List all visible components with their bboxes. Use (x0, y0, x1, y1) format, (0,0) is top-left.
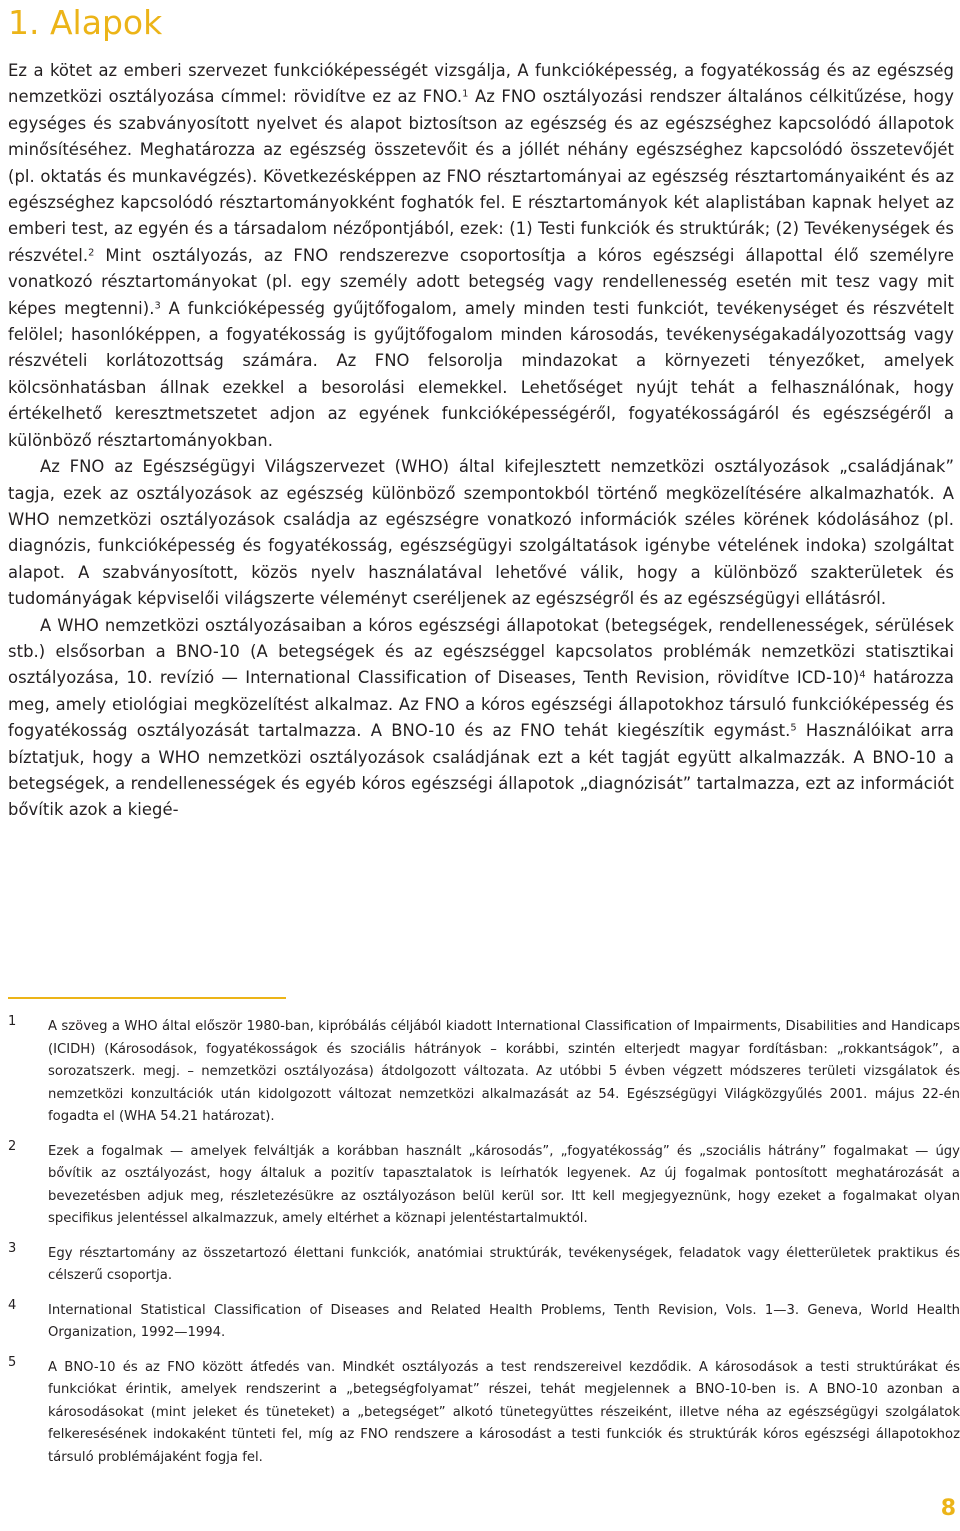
footnote-number: 3 (8, 1240, 17, 1256)
footnote-ref-4[interactable]: 4 (859, 669, 866, 681)
body-text (8, 58, 954, 824)
footnote-divider (8, 997, 286, 999)
footnote-number: 5 (8, 1354, 17, 1370)
paragraph-1 (8, 58, 954, 454)
footnote-ref-3[interactable]: 3 (154, 300, 161, 312)
paragraph-1-part-a: Ez a kötet az emberi szervezet funkcióképességét vizsgálja, A funkcióképesség, a fogyatékosság és az egészség nemzetközi osztályozása címmel: rövidítve ez az FNO. (8, 61, 954, 107)
paragraph-3-part-a: A WHO nemzetközi osztályozásaiban a kóros egészségi állapotokat (betegségek, rendellenességek, sérülések stb.) elsősorban a BNO-10 (A betegségek és az egészséggel kapcsolatos problémák nemzetközi statisztikai osztályozása, 10. revízió — International Classification of Diseases, Tenth Revision, rövidítve ICD-10) (8, 615, 954, 688)
paragraph-2: Az FNO az Egészségügyi Világszervezet (WHO) által kifejlesztett nemzetközi osztályozások „családjának” tagja, ezek az osztályozások az egészség különböző szempontokból történő megközelítésére alkalmazhatók. A WHO nemzetközi osztályozások családja az egészségre vonatkozó információk széles körének kódolásához (pl. diagnózis, funkcióképesség és fogyatékosság, egészségügyi szolgáltatások igénybe vételének indoka) szolgáltat alapot. A szabványosított, közös nyelv használatával lehetővé válik, hogy a különböző szakterületek és tudományágak képviselői világszerte véleményt cseréljenek az egészségről és az egészségügyi ellátásról. (8, 457, 954, 609)
footnote-text: A BNO-10 és az FNO között átfedés van. Mindkét osztályozás a test rendszereivel kezdődik. A károsodások a testi struktúrákat és funkciókat érintik, amelyek rendszerint a „betegségfolyamat” részei, tehát megjelennek a BNO-10-ben is. A BNO-10 azonban a károsodásokat (mint jeleket és tüneteket) a „betegséget” alkotó tünetegyüttes részeiként, illetve néha az egészségügyi szolgálatok felkeresésének indokaként tünteti fel, míg az FNO rendszere a károsodást a testi funkciók és struktúrák kóros egészségi állapotokhoz társuló problémájaként fogja fel. (48, 1359, 960, 1465)
paragraph-1-part-d: A funkcióképesség gyűjtőfogalom, amely minden testi funkciót, tevékenységet és részvételt felölel; hasonlóképpen, a fogyatékosság is gyűjtőfogalom minden károsodás, tevékenységakadályozottság vagy részvételi korlátozottság számára. Az FNO felsorolja mindazokat a környezeti tényezőket, amelyek kölcsönhatásban állnak ezekkel a besorolási elemekkel. Lehetőséget nyújt tehát a felhasználónak, hogy értékelhető keresztmetszetet adjon az egyének funkcióképességéről, fogyatékosságáról és egészségéről a különböző résztartományokban. (8, 298, 954, 450)
footnote-4 (8, 1297, 960, 1345)
footnote-text: Ezek a fogalmak — amelyek felváltják a korábban használt „károsodás”, „fogyatékosság” és „szociális hátrány” fogalmakat — úgy bővítik az osztályozást, hogy általuk a pozitív tapasztalatok is leírhatók legyenek. Az új fogalmak pontosított meghatározását a bevezetésben adjuk meg, részletezésükre az osztályozáson belül kerül sor. Itt kell megjegyeznünk, hogy ezeket a fogalmakat olyan specifikus jelentéssel alkalmazzuk, amely eltérhet a köznapi jelentéstartalmuktól. (48, 1143, 960, 1226)
footnote-number: 1 (8, 1014, 17, 1029)
footnotes (8, 1016, 960, 1481)
paragraph-1-part-b: Az FNO osztályozási rendszer általános célkitűzése, hogy egységes és szabványosított nyelvet és alapot biztosítson az egészség és az egészséghez kapcsolódó állapotok minősítéséhez. Meghatározza az egészség összetevőit és a jóllét néhány egészséghez kapcsolódó összetevőjét (pl. oktatás és munkavégzés). Következésképpen az FNO résztartományai az egészség résztartományaiként és az egészséghez kapcsolódó résztartományokként foghatók fel. E résztartományok két alaplistában kapnak helyet az emberi test, az egyén és a társadalom nézőpontjából, ezek: (1) Testi funkciók és struktúrák; (2) Tevékenységek és részvétel. (8, 87, 954, 265)
footnote-1 (8, 1016, 960, 1129)
paragraph-3-part-c: Használóikat arra bíztatjuk, hogy a WHO nemzetközi osztályozások családjának ezt a két tagját együtt alkalmazzák. A BNO-10 a betegségek, a rendellenességek és egyéb kóros egészségi állapotok „diagnózisát” tartalmazza, ezt az információt bővítik azok a kiegé- (8, 721, 954, 820)
footnote-ref-5[interactable]: 5 (790, 722, 797, 734)
page-number: 8 (940, 1496, 956, 1521)
footnote-text: A szöveg a WHO által először 1980-ban, kipróbálás céljából kiadott International Classification of Impairments, Disabilities and Handicaps (ICIDH) (Károsodások, fogyatékosságok és szociális hátrányok – korábbi, szintén elterjedt magyar fordításban: „rokkantságok”, a sorozatszerk. megj. – nemzetközi osztályozása) átdolgozott változata. Az utóbbi 5 évben végzett módszeres területi vizsgálatok és nemzetközi konzultációk után kidolgozott változat nemzetközi alkalmazását az 54. Egészségügyi Világközgyűlés 2001. május 22-én fogadta el (WHA 54.21 határozat). (48, 1019, 960, 1124)
paragraph-3-part-b: határozza meg, amely etiológiai megközelítést alkalmaz. Az FNO a kóros egészségi állapotokhoz társuló funkcióképesség és fogyatékosság osztályozását tartalmazza. A BNO-10 és az FNO tehát kiegészítik egymást. (8, 668, 954, 741)
paragraph-3 (8, 613, 954, 824)
paragraph-1-part-c: Mint osztályozás, az FNO rendszerezve csoportosítja a kóros egészségi állapottal élő személyre vonatkozó résztartományokat (pl. egy személy adott betegség vagy rendellenesség esetén mit tesz vagy mit képes megtenni). (8, 245, 954, 318)
chapter-title: 1. Alapok (8, 3, 163, 42)
footnote-ref-2[interactable]: 2 (88, 247, 95, 259)
footnote-text: Egy résztartomány az összetartozó élettani funkciók, anatómiai struktúrák, tevékenységek, feladatok vagy életterületek praktikus és célszerű csoportja. (48, 1245, 960, 1283)
footnote-5 (8, 1354, 960, 1470)
footnote-3 (8, 1240, 960, 1288)
footnote-number: 2 (8, 1138, 17, 1154)
footnote-ref-1[interactable]: 1 (462, 89, 469, 100)
footnote-text: International Statistical Classification of Diseases and Related Health Problems, Tenth Revision, Vols. 1—3. Geneva, World Health Organization, 1992—1994. (48, 1302, 960, 1340)
footnote-number: 4 (8, 1297, 17, 1313)
footnote-2 (8, 1138, 960, 1231)
